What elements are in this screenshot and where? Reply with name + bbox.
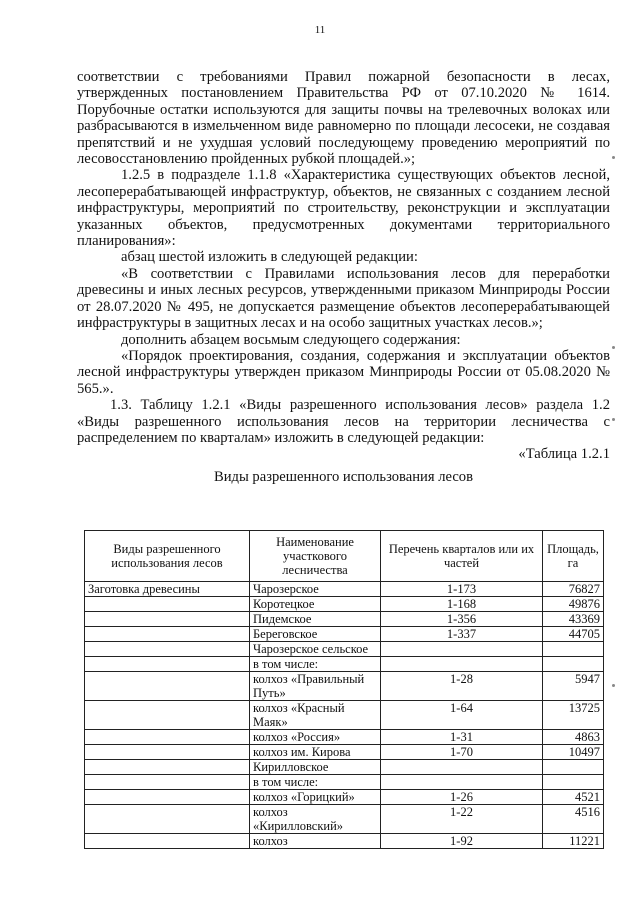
forestry-cell: Чарозерское сельское <box>250 642 381 657</box>
use-type-cell-empty <box>85 657 250 672</box>
table-row <box>85 597 604 612</box>
table-row <box>85 642 604 657</box>
table-row <box>85 672 604 701</box>
paragraph-1-2-5: 1.2.5 в подразделе 1.1.8 «Характеристика существующих объектов лесной, лесоперерабатывающей инфраструктур, объектов, не связанных с созданием лесной инфраструктуры, мероприятий по строительству, реконструкции и эксплуатации указанных объектов, предусмотренных документами территориального планирования»: <box>77 167 610 250</box>
quarters-cell: 1-26 <box>381 790 543 805</box>
area-cell: 4863 <box>543 730 604 745</box>
area-cell: 44705 <box>543 627 604 642</box>
quarters-cell: 1-64 <box>381 701 543 730</box>
use-type-cell-empty <box>85 627 250 642</box>
use-type-cell-empty <box>85 745 250 760</box>
paragraph-quote-rules: «В соответствии с Правилами использования лесов для переработки древесины и иных лесных ресурсов, утвержденными приказом Минприроды России от 28.07.2020 № 495, не допускается размещение объектов лесоперерабатывающей инфраструктуры в защитных лесах и на особо защитных участках лесов.»; <box>77 265 610 332</box>
use-type-cell-empty <box>85 642 250 657</box>
area-cell <box>543 775 604 790</box>
quarters-cell <box>381 657 543 672</box>
forestry-cell: Береговское <box>250 627 381 642</box>
header-use-type: Виды разрешенного использования лесов <box>85 531 250 582</box>
table-row <box>85 730 604 745</box>
table-row <box>85 760 604 775</box>
body-text <box>77 69 610 485</box>
forestry-cell: колхоз «Кирилловский» <box>250 805 381 834</box>
table-row <box>85 627 604 642</box>
area-cell: 49876 <box>543 597 604 612</box>
use-type-cell-empty <box>85 672 250 701</box>
table-row <box>85 701 604 730</box>
area-cell <box>543 642 604 657</box>
quarters-cell: 1-173 <box>381 582 543 597</box>
area-cell: 4521 <box>543 790 604 805</box>
scan-speck <box>612 418 615 421</box>
forestry-cell: колхоз им. Кирова <box>250 745 381 760</box>
use-type-cell-empty <box>85 834 250 849</box>
page-number: 11 <box>314 24 326 36</box>
table-row <box>85 612 604 627</box>
use-type-cell-empty <box>85 790 250 805</box>
table-row <box>85 805 604 834</box>
table-row <box>85 582 604 597</box>
paragraph-abzac-six: абзац шестой изложить в следующей редакции: <box>121 249 418 266</box>
header-quarters: Перечень кварталов или их частей <box>381 531 543 582</box>
forestry-cell: Коротецкое <box>250 597 381 612</box>
forestry-cell: Чарозерское <box>250 582 381 597</box>
area-cell: 13725 <box>543 701 604 730</box>
use-type-cell: Заготовка древесины <box>85 582 250 597</box>
table-label: «Таблица 1.2.1 <box>518 446 610 463</box>
forestry-cell: в том числе: <box>250 657 381 672</box>
table-row <box>85 790 604 805</box>
use-type-cell-empty <box>85 805 250 834</box>
quarters-cell <box>381 775 543 790</box>
scan-speck <box>612 684 615 687</box>
area-cell: 76827 <box>543 582 604 597</box>
quarters-cell: 1-337 <box>381 627 543 642</box>
forestry-cell: колхоз «Красный Маяк» <box>250 701 381 730</box>
area-cell: 4516 <box>543 805 604 834</box>
forestry-cell: Пидемское <box>250 612 381 627</box>
header-area: Площадь, га <box>543 531 604 582</box>
area-cell: 43369 <box>543 612 604 627</box>
quarters-cell: 1-168 <box>381 597 543 612</box>
area-cell: 11221 <box>543 834 604 849</box>
quarters-cell: 1-28 <box>381 672 543 701</box>
scan-speck <box>612 156 615 159</box>
quarters-cell: 1-22 <box>381 805 543 834</box>
quarters-cell: 1-70 <box>381 745 543 760</box>
header-forestry: Наименование участкового лесничества <box>250 531 381 582</box>
paragraph-add-abzac: дополнить абзацем восьмым следующего содержания: <box>121 331 461 348</box>
use-type-cell-empty <box>85 701 250 730</box>
use-type-cell-empty <box>85 760 250 775</box>
forestry-cell: Кирилловское <box>250 760 381 775</box>
forestry-cell: колхоз «Правильный Путь» <box>250 672 381 701</box>
quarters-cell <box>381 760 543 775</box>
area-cell: 5947 <box>543 672 604 701</box>
table-row <box>85 775 604 790</box>
forestry-cell: колхоз «Горицкий» <box>250 790 381 805</box>
paragraph-quote-order: «Порядок проектирования, создания, содержания и эксплуатации объектов лесной инфраструктуры утвержден приказом Минприроды России от 05.08.2020 № 565.». <box>77 347 610 397</box>
table-row <box>85 745 604 760</box>
area-cell <box>543 657 604 672</box>
table-header-row <box>85 531 604 582</box>
forestry-cell: колхоз «Россия» <box>250 730 381 745</box>
quarters-cell <box>381 642 543 657</box>
quarters-cell: 1-31 <box>381 730 543 745</box>
table-title: Виды разрешенного использования лесов <box>214 468 473 485</box>
paragraph-1-3: 1.3. Таблицу 1.2.1 «Виды разрешенного использования лесов» раздела 1.2 «Виды разрешенного использования лесов на территории лесничества с распределением по кварталам» изложить в следующей редакции: <box>77 397 610 446</box>
quarters-cell: 1-356 <box>381 612 543 627</box>
scan-speck <box>612 346 615 349</box>
use-type-cell-empty <box>85 612 250 627</box>
use-type-cell-empty <box>85 730 250 745</box>
use-type-cell-empty <box>85 597 250 612</box>
use-type-cell-empty <box>85 775 250 790</box>
paragraph-continuation: соответствии с требованиями Правил пожарной безопасности в лесах, утвержденных постановлением Правительства РФ от 07.10.2020 № 1614. Порубочные остатки используются для защиты почвы на трелевочных волоках или разбрасываются в измельченном виде равномерно по площади лесосеки, не создавая препятствий и не ухудшая условий последующему проведению мероприятий по лесовосстановлению пройденных рубкой площадей.»; <box>77 69 610 168</box>
forest-use-table <box>84 530 604 849</box>
table-row <box>85 834 604 849</box>
forestry-cell: колхоз <box>250 834 381 849</box>
quarters-cell: 1-92 <box>381 834 543 849</box>
area-cell: 10497 <box>543 745 604 760</box>
table-row <box>85 657 604 672</box>
forestry-cell: в том числе: <box>250 775 381 790</box>
area-cell <box>543 760 604 775</box>
